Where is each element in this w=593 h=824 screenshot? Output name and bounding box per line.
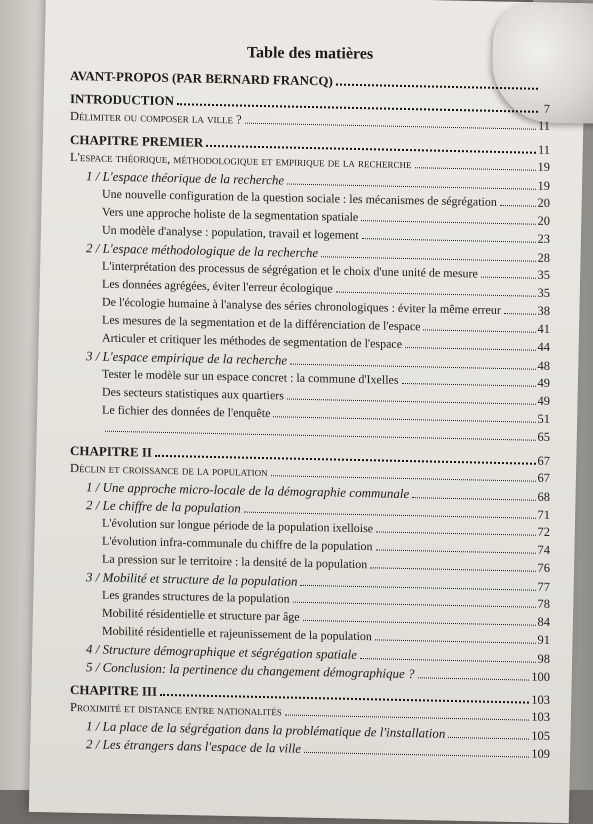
dot-leader [177,103,538,113]
toc-entry-label: 1 / La place de la ségrégation dans la problématique de l'installation [86,719,445,740]
toc-entry-page: 28 [538,252,551,265]
toc-entry-page: 68 [538,491,551,504]
toc-entry-page: 51 [538,413,551,426]
toc-entry-page: 11 [538,120,550,133]
toc-entry-label: INTRODUCTION [70,92,174,107]
dot-leader [105,431,536,441]
dot-leader [290,364,535,370]
toc-entry-label: 1 / L'espace théorique de la recherche [86,169,284,186]
toc-entry-label: Mobilité résidentielle et structure par âge [102,607,300,623]
toc-list [70,74,550,760]
toc-entry-label: Vers une approche holiste de la segmentation spatiale [102,206,358,223]
toc-entry-page: 74 [538,544,551,557]
toc-entry-label: L'évolution sur longue période de la population ixelloise [102,517,373,535]
toc-entry-label: 1 / Une approche micro-locale de la démographie communale [86,480,409,500]
toc-entry-label: Le fichier des données de l'enquête [102,404,270,420]
toc-entry-label: Déclin et croissance de la population [70,462,268,479]
toc-entry-label: AVANT-PROPOS (PAR BERNARD FRANCQ) [70,69,333,88]
dot-leader [500,205,536,207]
toc-title: Table des matières [70,43,550,64]
toc-entry-page: 67 [538,472,551,485]
dot-leader [504,313,536,315]
toc-entry-label: Les données agrégées, éviter l'erreur écologique [102,278,333,295]
toc-entry-page: 19 [538,161,551,174]
toc-entry-page: 19 [538,180,551,193]
dot-leader [362,238,536,243]
dot-leader [300,585,535,591]
toc-entry-page: 65 [538,431,551,444]
dot-leader [361,220,535,225]
dot-leader [245,123,536,130]
dot-leader [273,416,535,422]
dot-leader [405,347,535,351]
table-of-contents [70,46,550,760]
toc-entry-page: 23 [538,233,551,246]
dot-leader [287,399,536,405]
toc-entry-page: 35 [538,287,551,300]
toc-entry-page: 20 [538,215,551,228]
dot-leader [418,677,530,680]
dot-leader [412,497,535,501]
toc-entry-page: 7 [540,103,550,116]
dot-leader [375,639,536,643]
toc-entry-label: 4 / Structure démographique et ségrégation spatiale [86,642,357,661]
toc-entry-label: 5 / Conclusion: la pertinence du changement démographique ? [86,660,415,680]
dot-leader [423,329,535,332]
toc-entry-label: Des secteurs statistiques aux quartiers [102,386,284,402]
toc-entry-page: 78 [538,598,551,611]
toc-entry-page: 67 [538,455,551,468]
dot-leader [376,549,536,553]
toc-entry-page: 35 [538,269,551,282]
dot-leader [303,620,536,626]
toc-entry-page: 98 [538,653,551,666]
toc-entry-page: 77 [538,581,551,594]
toc-entry-page: 71 [538,509,551,522]
toc-entry-label: Mobilité résidentielle et rajeunissement de la population [102,625,372,643]
dot-leader [481,277,536,279]
toc-entry-page: 84 [538,616,551,629]
dot-leader [415,167,536,171]
dot-leader [336,84,538,90]
toc-entry-page: 109 [531,748,550,761]
dot-leader [321,256,535,261]
dot-leader [293,602,536,608]
toc-entry-label: CHAPITRE PREMIER [70,133,203,149]
toc-entry-label: Les grandes structures de la population [102,589,290,605]
dot-leader [336,292,536,297]
toc-entry-page: 49 [538,395,551,408]
dot-leader [304,752,529,758]
toc-entry-page: 103 [531,694,550,707]
toc-entry-page: 103 [531,711,550,724]
toc-entry-label: Articuler et critiquer les méthodes de segmentation de l'espace [102,332,402,350]
dot-leader [287,184,535,190]
toc-entry-label: Les mesures de la segmentation et de la différenciation de l'espace [102,314,420,333]
toc-entry-page: 91 [538,634,551,647]
toc-entry-label: CHAPITRE III [70,683,157,698]
toc-entry-label: Un modèle d'analyse : population, travail et logement [102,224,359,241]
dot-leader [370,567,535,571]
toc-entry-page: 41 [538,323,551,336]
dot-leader [448,737,529,740]
dot-leader [376,531,535,535]
dot-leader [402,383,536,387]
toc-entry-page: 38 [538,305,551,318]
toc-entry-label: Tester le modèle sur un espace concret : la commune d'Ixelles [102,368,399,386]
dot-leader [285,714,530,720]
dot-leader [206,145,536,154]
toc-entry-page: 76 [538,562,551,575]
toc-entry-page: 48 [538,360,551,373]
toc-entry-page: 44 [538,341,551,354]
toc-entry-page: 72 [538,526,551,539]
toc-entry-label: Une nouvelle configuration de la question sociale : les mécanismes de ségrégation [102,188,497,208]
toc-entry-label: 2 / Le chiffre de la population [86,498,241,514]
toc-entry-label: L'évolution infra-communale du chiffre de la population [102,535,373,553]
dot-leader [271,475,536,482]
dot-leader [244,512,536,519]
toc-entry-page: 105 [531,730,550,743]
toc-entry-label: 3 / L'espace empirique de la recherche [86,349,287,366]
toc-entry-page: 20 [538,197,551,210]
toc-entry-page: 11 [538,144,550,157]
toc-entry-page: 100 [531,671,550,684]
dot-leader [360,658,535,663]
toc-entry-label: 2 / Les étrangers dans l'espace de la ville [86,737,301,755]
toc-entry-label: 3 / Mobilité et structure de la population [86,570,297,587]
toc-entry-label: 2 / L'espace méthodologique de la recherche [86,241,318,259]
toc-entry-label: De l'écologie humaine à l'analyse des séries chronologiques : éviter la même erreur [102,296,501,316]
toc-entry-label: L'espace théorique, méthodologique et empirique de la recherche [70,151,412,171]
toc-entry-label: Proximité et distance entre nationalités [70,701,282,718]
toc-entry-label: La pression sur le territoire : la densité de la population [102,553,367,571]
toc-entry-label: Délimiter ou composer la ville ? [70,110,242,126]
toc-entry-label: CHAPITRE II [70,444,152,459]
toc-entry-page: 49 [538,377,551,390]
toc-entry-label: L'interprétation des processus de ségrégation et le choix d'une unité de mesure [102,260,478,280]
